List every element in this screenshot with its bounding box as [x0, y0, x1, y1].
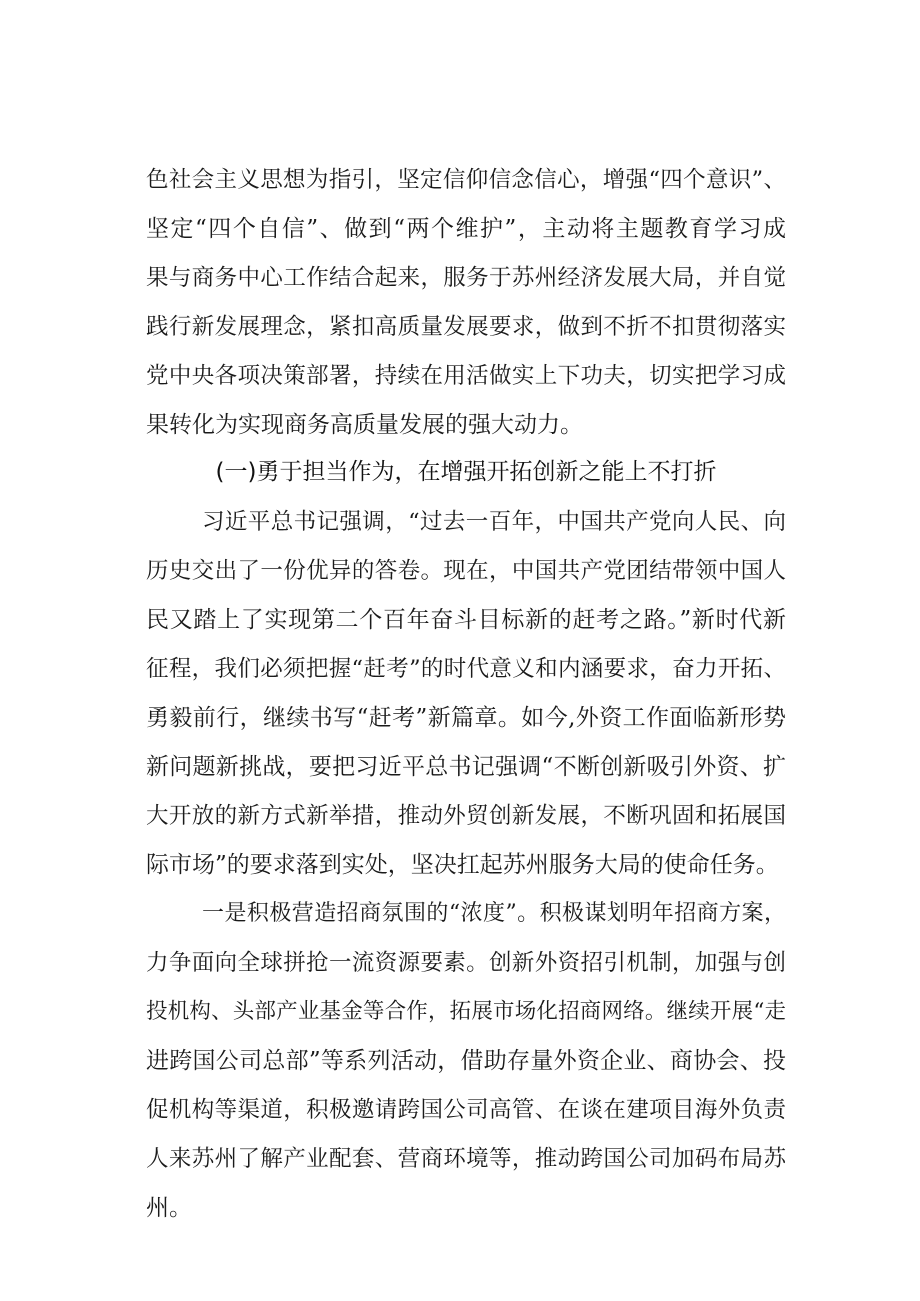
intro-line-6: 果转化为实现商务高质量发展的强大动力。: [146, 412, 583, 438]
section-line-4: 征程，我们必须把握“赶考”的时代意义和内涵要求，奋力开拓、: [146, 656, 786, 682]
section-heading: (一)勇于担当作为，在增强开拓创新之能上不打折: [215, 459, 717, 485]
section-line-5: 勇毅前行，继续书写“赶考”新篇章。如今,外资工作面临新形势: [146, 705, 786, 731]
point-line-7: 州。: [146, 1195, 192, 1221]
intro-line-4: 践行新发展理念，紧扣高质量发展要求，做到不折不扣贯彻落实: [146, 314, 786, 340]
section-line-1: 习近平总书记强调，“过去一百年，中国共产党向人民、向: [202, 509, 786, 535]
intro-line-2: 坚定“四个自信”、做到“两个维护”，主动将主题教育学习成: [146, 216, 786, 242]
point-line-4: 进跨国公司总部”等系列活动，借助存量外资企业、商协会、投: [146, 1048, 786, 1074]
section-line-2: 历史交出了一份优异的答卷。现在，中国共产党团结带领中国人: [146, 558, 786, 584]
section-line-8: 际市场”的要求落到实处，坚决扛起苏州服务大局的使命任务。: [146, 852, 779, 878]
intro-line-5: 党中央各项决策部署，持续在用活做实上下功夫，切实把学习成: [146, 363, 786, 389]
point-line-3: 投机构、头部产业基金等合作，拓展市场化招商网络。继续开展“走: [146, 999, 786, 1024]
point-line-5: 促机构等渠道，积极邀请跨国公司高管、在谈在建项目海外负责: [146, 1097, 786, 1123]
section-line-7: 大开放的新方式新举措，推动外贸创新发展，不断巩固和拓展国: [146, 803, 786, 829]
section-line-6: 新问题新挑战，要把习近平总书记强调“不断创新吸引外资、扩: [146, 754, 786, 780]
point-line-6: 人来苏州了解产业配套、营商环境等，推动跨国公司加码布局苏: [146, 1146, 786, 1172]
intro-line-3: 果与商务中心工作结合起来，服务于苏州经济发展大局，并自觉: [146, 265, 786, 291]
point-line-1: 一是积极营造招商氛围的“浓度”。积极谋划明年招商方案，: [202, 901, 786, 926]
section-line-3: 民又踏上了实现第二个百年奋斗目标新的赶考之路。”新时代新: [146, 607, 786, 633]
intro-line-1: 色社会主义思想为指引，坚定信仰信念信心，增强“四个意识”、: [146, 167, 786, 193]
point-line-2: 力争面向全球拼抢一流资源要素。创新外资招引机制，加强与创: [146, 950, 786, 976]
